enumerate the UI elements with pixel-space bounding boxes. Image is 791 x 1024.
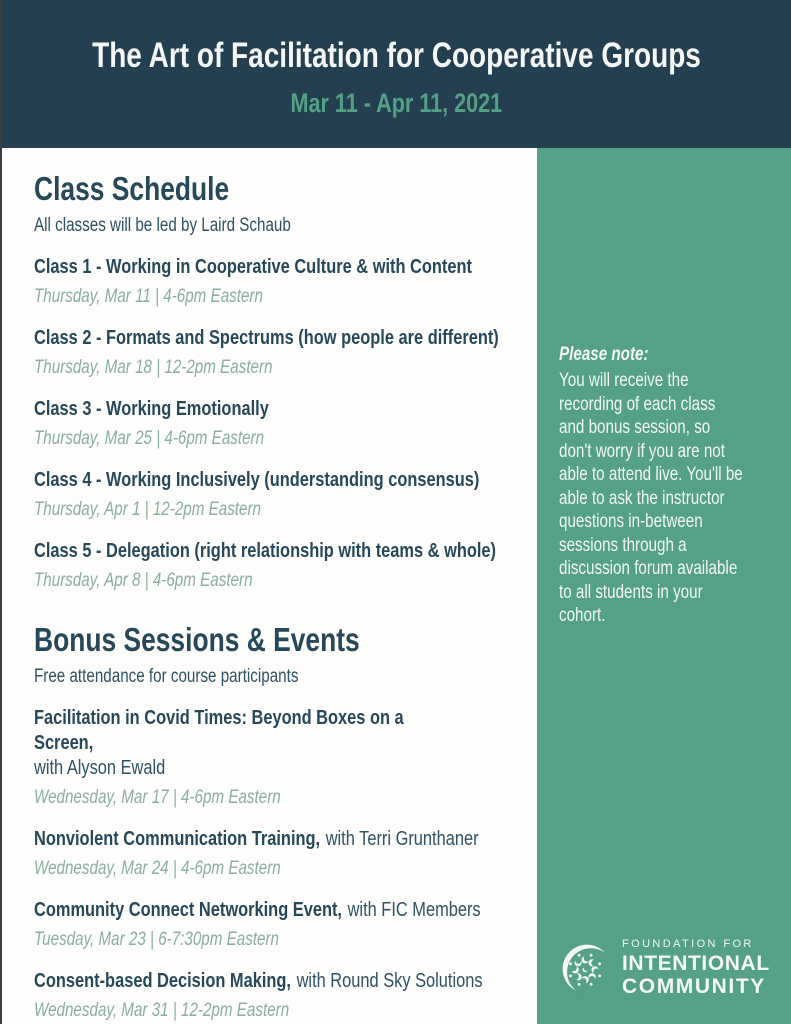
sidebar: [537, 148, 791, 1024]
class-item: [34, 467, 537, 522]
main-content: [2, 148, 537, 1024]
note-label: Please note:: [559, 344, 649, 365]
bonus-sessions-subheading: Free attendance for course participants: [34, 666, 299, 687]
class-datetime: Thursday, Mar 18 | 12-2pm Eastern: [34, 357, 273, 378]
class-datetime: Thursday, Mar 11 | 4-6pm Eastern: [34, 286, 263, 307]
logo-line-foundation-for: FOUNDATION FOR: [622, 938, 754, 950]
class-item: [34, 396, 537, 451]
bonus-event-title: [34, 826, 479, 851]
bonus-event-presenter: with Terri Grunthaner: [325, 827, 479, 850]
class-item: [34, 325, 537, 380]
date-range: Mar 11 - Apr 11, 2021: [290, 87, 503, 118]
class-title: Class 1 - Working in Cooperative Culture & with Content: [34, 255, 472, 278]
logo-line-community: COMMUNITY: [622, 975, 766, 998]
bonus-sessions-section: [34, 621, 537, 1023]
class-title: Class 3 - Working Emotionally: [34, 397, 269, 420]
logo-line-intentional: INTENTIONAL: [622, 952, 770, 975]
bonus-event-title: [34, 705, 436, 780]
bonus-event-datetime: Wednesday, Mar 17 | 4-6pm Eastern: [34, 787, 281, 808]
bonus-event-datetime: Wednesday, Mar 24 | 4-6pm Eastern: [34, 858, 281, 879]
class-item: [34, 254, 537, 309]
class-datetime: Thursday, Apr 8 | 4-6pm Eastern: [34, 570, 253, 591]
class-title: Class 2 - Formats and Spectrums (how people are different): [34, 326, 499, 349]
fic-logo-text: [622, 937, 770, 998]
note-body: You will receive the recording of each class and bonus session, so don't worry if you are not able to attend live. You'll be able to ask the instructor questions in-between sessions through a discussion forum available to all students in your cohort.: [559, 370, 743, 626]
bonus-event-presenter: with Round Sky Solutions: [296, 969, 483, 992]
bonus-event: [34, 705, 537, 810]
bonus-event-presenter: with FIC Members: [347, 898, 481, 921]
fic-logo: [559, 937, 789, 998]
bonus-event: [34, 826, 537, 881]
class-schedule-section: [34, 170, 537, 593]
note-block: [559, 343, 743, 628]
class-schedule-subheading: All classes will be led by Laird Schaub: [34, 215, 291, 236]
class-title: Class 5 - Delegation (right relationship with teams & whole): [34, 539, 497, 562]
page-title: The Art of Facilitation for Cooperative Groups: [92, 35, 701, 75]
fic-spiral-icon: [559, 939, 613, 997]
header-banner: [2, 0, 791, 148]
bonus-event-name: Consent-based Decision Making,: [34, 969, 291, 992]
class-item: [34, 538, 537, 593]
class-schedule-heading: Class Schedule: [34, 170, 230, 207]
bonus-event-name: Facilitation in Covid Times: Beyond Boxes on a Screen,: [34, 706, 404, 754]
bonus-event: [34, 897, 537, 952]
bonus-event-name: Nonviolent Communication Training,: [34, 827, 321, 850]
bonus-sessions-heading: Bonus Sessions & Events: [34, 621, 360, 658]
class-datetime: Thursday, Apr 1 | 12-2pm Eastern: [34, 499, 261, 520]
class-datetime: Thursday, Mar 25 | 4-6pm Eastern: [34, 428, 265, 449]
bonus-event-datetime: Wednesday, Mar 31 | 12-2pm Eastern: [34, 1000, 290, 1021]
class-title: Class 4 - Working Inclusively (understanding consensus): [34, 468, 480, 491]
bonus-event-name: Community Connect Networking Event,: [34, 898, 342, 921]
bonus-event-title: [34, 968, 483, 993]
bonus-event-title: [34, 897, 481, 922]
bonus-event-presenter: with Alyson Ewald: [34, 756, 166, 779]
bonus-event: [34, 968, 537, 1023]
bonus-event-datetime: Tuesday, Mar 23 | 6-7:30pm Eastern: [34, 929, 280, 950]
